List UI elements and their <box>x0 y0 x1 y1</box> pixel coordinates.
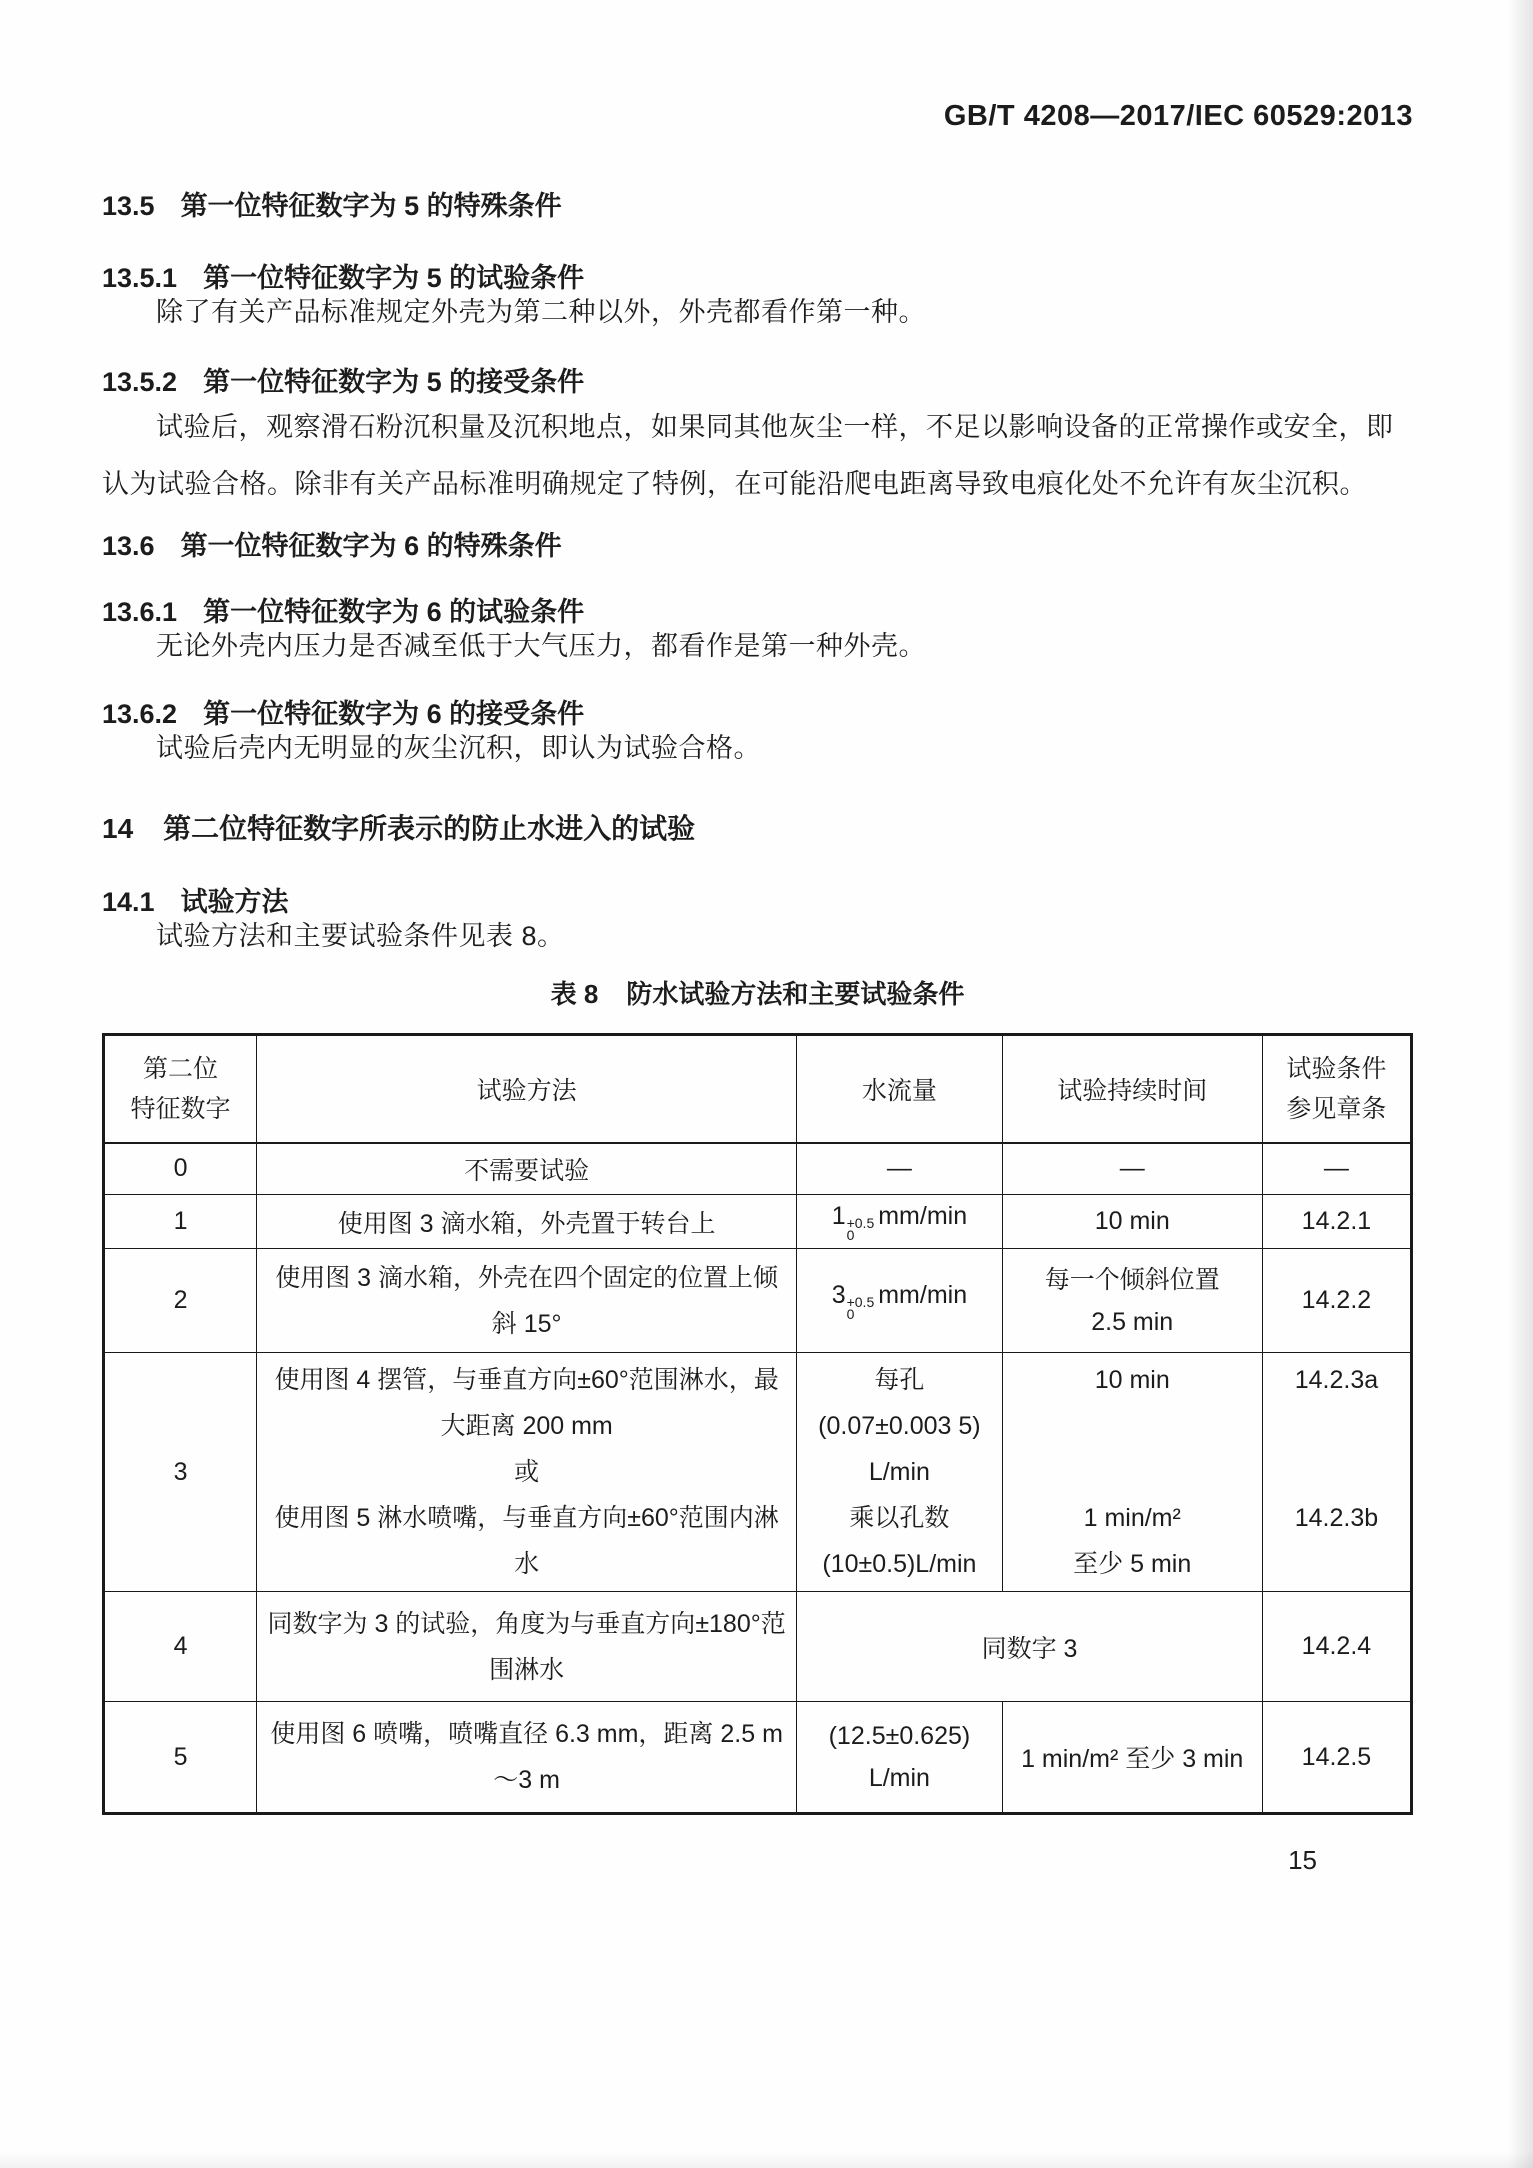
paragraph-13-6-2: 试验后壳内无明显的灰尘沉积，即认为试验合格。 <box>156 733 761 763</box>
header-line: 参见章条 <box>1286 1094 1387 1123</box>
section-number: 13.6 <box>102 531 155 561</box>
section-heading-13-5-1 <box>102 261 1413 295</box>
section-number: 14 <box>102 813 134 844</box>
cell-flow-duration-merged: 同数字 3 <box>797 1592 1263 1702</box>
header-line: 第二位 <box>143 1054 219 1083</box>
cell-digit: 1 <box>104 1195 257 1249</box>
flow-line: (10±0.5)L/min <box>822 1550 977 1578</box>
cell-ref <box>1262 1353 1411 1592</box>
cell-duration <box>1002 1249 1262 1353</box>
section-number: 13.5.1 <box>102 263 178 293</box>
flow-line: (0.07±0.003 5) <box>818 1412 981 1440</box>
tolerance-upper: +0.5 <box>846 1294 875 1310</box>
method-line: 或 <box>514 1458 540 1486</box>
section-heading-13-5-2 <box>102 365 1413 399</box>
table-8-caption <box>102 977 1413 1011</box>
cell-flow <box>797 1195 1002 1249</box>
flow-line: (12.5±0.625) <box>828 1722 971 1750</box>
flow-value: 3 <box>831 1281 846 1309</box>
flow-line: L/min <box>868 1764 930 1792</box>
cell-digit: 4 <box>104 1592 257 1702</box>
section-title: 试验方法 <box>180 887 289 917</box>
cell-flow: — <box>797 1143 1002 1195</box>
section-title: 第一位特征数字为 5 的试验条件 <box>203 263 585 293</box>
cell-duration <box>1002 1353 1262 1592</box>
section-heading-13-6-1 <box>102 595 1413 629</box>
section-heading-14 <box>102 811 1413 847</box>
cell-duration: — <box>1002 1143 1262 1195</box>
flow-lines <box>803 1357 995 1587</box>
table-row <box>104 1143 1412 1195</box>
duration-line: 至少 5 min <box>1073 1550 1192 1578</box>
duration-line: 2.5 min <box>1091 1307 1174 1336</box>
table-header-row <box>104 1035 1412 1143</box>
section-title: 第一位特征数字为 6 的接受条件 <box>203 699 585 729</box>
paragraph-14-1: 试验方法和主要试验条件见表 8。 <box>156 921 565 951</box>
header-cell-duration: 试验持续时间 <box>1002 1035 1262 1143</box>
header-line: 试验条件 <box>1286 1054 1387 1083</box>
cell-duration: 10 min <box>1002 1195 1262 1249</box>
paragraph-13-5-1: 除了有关产品标准规定外壳为第二种以外，外壳都看作第一种。 <box>156 297 926 327</box>
tolerance-stack <box>847 1296 875 1320</box>
cell-method <box>257 1353 797 1592</box>
cell-method: 使用图 3 滴水箱，外壳在四个固定的位置上倾斜 15° <box>257 1249 797 1353</box>
section-number: 13.6.1 <box>102 597 178 627</box>
section-heading-13-6 <box>102 529 1413 563</box>
spacer-line <box>1269 1403 1404 1449</box>
spacer-line <box>1269 1449 1404 1495</box>
cell-digit: 3 <box>104 1353 257 1592</box>
section-title: 第一位特征数字为 6 的特殊条件 <box>180 531 562 561</box>
header-line: 特征数字 <box>130 1094 231 1123</box>
cell-digit: 5 <box>104 1702 257 1814</box>
page-number: 15 <box>1288 1845 1317 1875</box>
standard-number-header: GB/T 4208—2017/IEC 60529:2013 <box>943 100 1413 132</box>
cell-ref: 14.2.4 <box>1262 1592 1411 1702</box>
cell-method: 不需要试验 <box>257 1143 797 1195</box>
scan-edge-right <box>1507 0 1533 2168</box>
flow-line: 每孔 <box>874 1366 925 1394</box>
cell-method: 同数字为 3 的试验，角度为与垂直方向±180°范围淋水 <box>257 1592 797 1702</box>
section-title: 第一位特征数字为 6 的试验条件 <box>203 597 585 627</box>
table-row <box>104 1249 1412 1353</box>
flow-unit: mm/min <box>878 1281 968 1309</box>
table-row <box>104 1353 1412 1592</box>
ref-lines <box>1269 1357 1404 1587</box>
cell-ref: 14.2.5 <box>1262 1702 1411 1814</box>
paragraph-13-6-1: 无论外壳内压力是否减至低于大气压力，都看作是第一种外壳。 <box>156 631 926 661</box>
header-cell-ref <box>1262 1035 1411 1143</box>
section-number: 13.5 <box>102 191 155 221</box>
section-heading-14-1 <box>102 885 1413 919</box>
table-row <box>104 1592 1412 1702</box>
duration-line: 10 min <box>1094 1366 1170 1394</box>
cell-method: 使用图 3 滴水箱，外壳置于转台上 <box>257 1195 797 1249</box>
flow-value: 1 <box>831 1202 846 1230</box>
section-number: 13.5.2 <box>102 367 178 397</box>
method-line: 使用图 4 摆管，与垂直方向±60°范围淋水，最大距离 200 mm <box>274 1366 779 1440</box>
cell-ref: 14.2.1 <box>1262 1195 1411 1249</box>
table-caption-title: 防水试验方法和主要试验条件 <box>626 979 965 1009</box>
spacer-line <box>1009 1403 1256 1449</box>
section-title: 第一位特征数字为 5 的接受条件 <box>203 367 585 397</box>
spacer-line <box>1009 1449 1256 1495</box>
section-title: 第二位特征数字所表示的防止水进入的试验 <box>163 813 696 844</box>
cell-digit: 2 <box>104 1249 257 1353</box>
ref-line: 14.2.3a <box>1294 1366 1379 1394</box>
section-number: 14.1 <box>102 887 155 917</box>
tolerance-upper: +0.5 <box>846 1215 875 1231</box>
table-row <box>104 1195 1412 1249</box>
scan-edge-bottom <box>0 2152 1533 2168</box>
header-cell-digit <box>104 1035 257 1143</box>
header-cell-method: 试验方法 <box>257 1035 797 1143</box>
tolerance-lower: 0 <box>846 1227 855 1243</box>
section-heading-13-6-2 <box>102 697 1413 731</box>
duration-line: 1 min/m² <box>1083 1504 1181 1532</box>
flow-unit: mm/min <box>878 1202 968 1230</box>
cell-ref: — <box>1262 1143 1411 1195</box>
tolerance-stack <box>847 1217 875 1241</box>
table-row <box>104 1702 1412 1814</box>
flow-line: L/min <box>868 1458 930 1486</box>
flow-line: 乘以孔数 <box>849 1504 950 1532</box>
table-8 <box>102 1033 1413 1815</box>
spacer-line <box>1269 1541 1404 1587</box>
cell-digit: 0 <box>104 1143 257 1195</box>
header-cell-flow: 水流量 <box>797 1035 1002 1143</box>
tolerance-lower: 0 <box>846 1306 855 1322</box>
cell-ref: 14.2.2 <box>1262 1249 1411 1353</box>
section-number: 13.6.2 <box>102 699 178 729</box>
cell-flow <box>797 1353 1002 1592</box>
method-line: 使用图 5 淋水喷嘴，与垂直方向±60°范围内淋水 <box>274 1504 779 1578</box>
ref-line: 14.2.3b <box>1294 1504 1379 1532</box>
paragraph-13-5-2: 试验后，观察滑石粉沉积量及沉积地点，如果同其他灰尘一样，不足以影响设备的正常操作或安全，即认为试验合格。除非有关产品标准明确规定了特例，在可能沿爬电距离导致电痕化处不允许有灰尘沉积。 <box>102 412 1394 499</box>
section-heading-13-5 <box>102 189 1413 223</box>
cell-flow <box>797 1249 1002 1353</box>
duration-line: 每一个倾斜位置 <box>1044 1265 1220 1294</box>
cell-duration: 1 min/m² 至少 3 min <box>1002 1702 1262 1814</box>
section-title: 第一位特征数字为 5 的特殊条件 <box>180 191 562 221</box>
cell-flow <box>797 1702 1002 1814</box>
duration-lines <box>1009 1357 1256 1587</box>
table-caption-label: 表 8 <box>550 979 599 1009</box>
cell-method: 使用图 6 喷嘴，喷嘴直径 6.3 mm，距离 2.5 m～3 m <box>257 1702 797 1814</box>
